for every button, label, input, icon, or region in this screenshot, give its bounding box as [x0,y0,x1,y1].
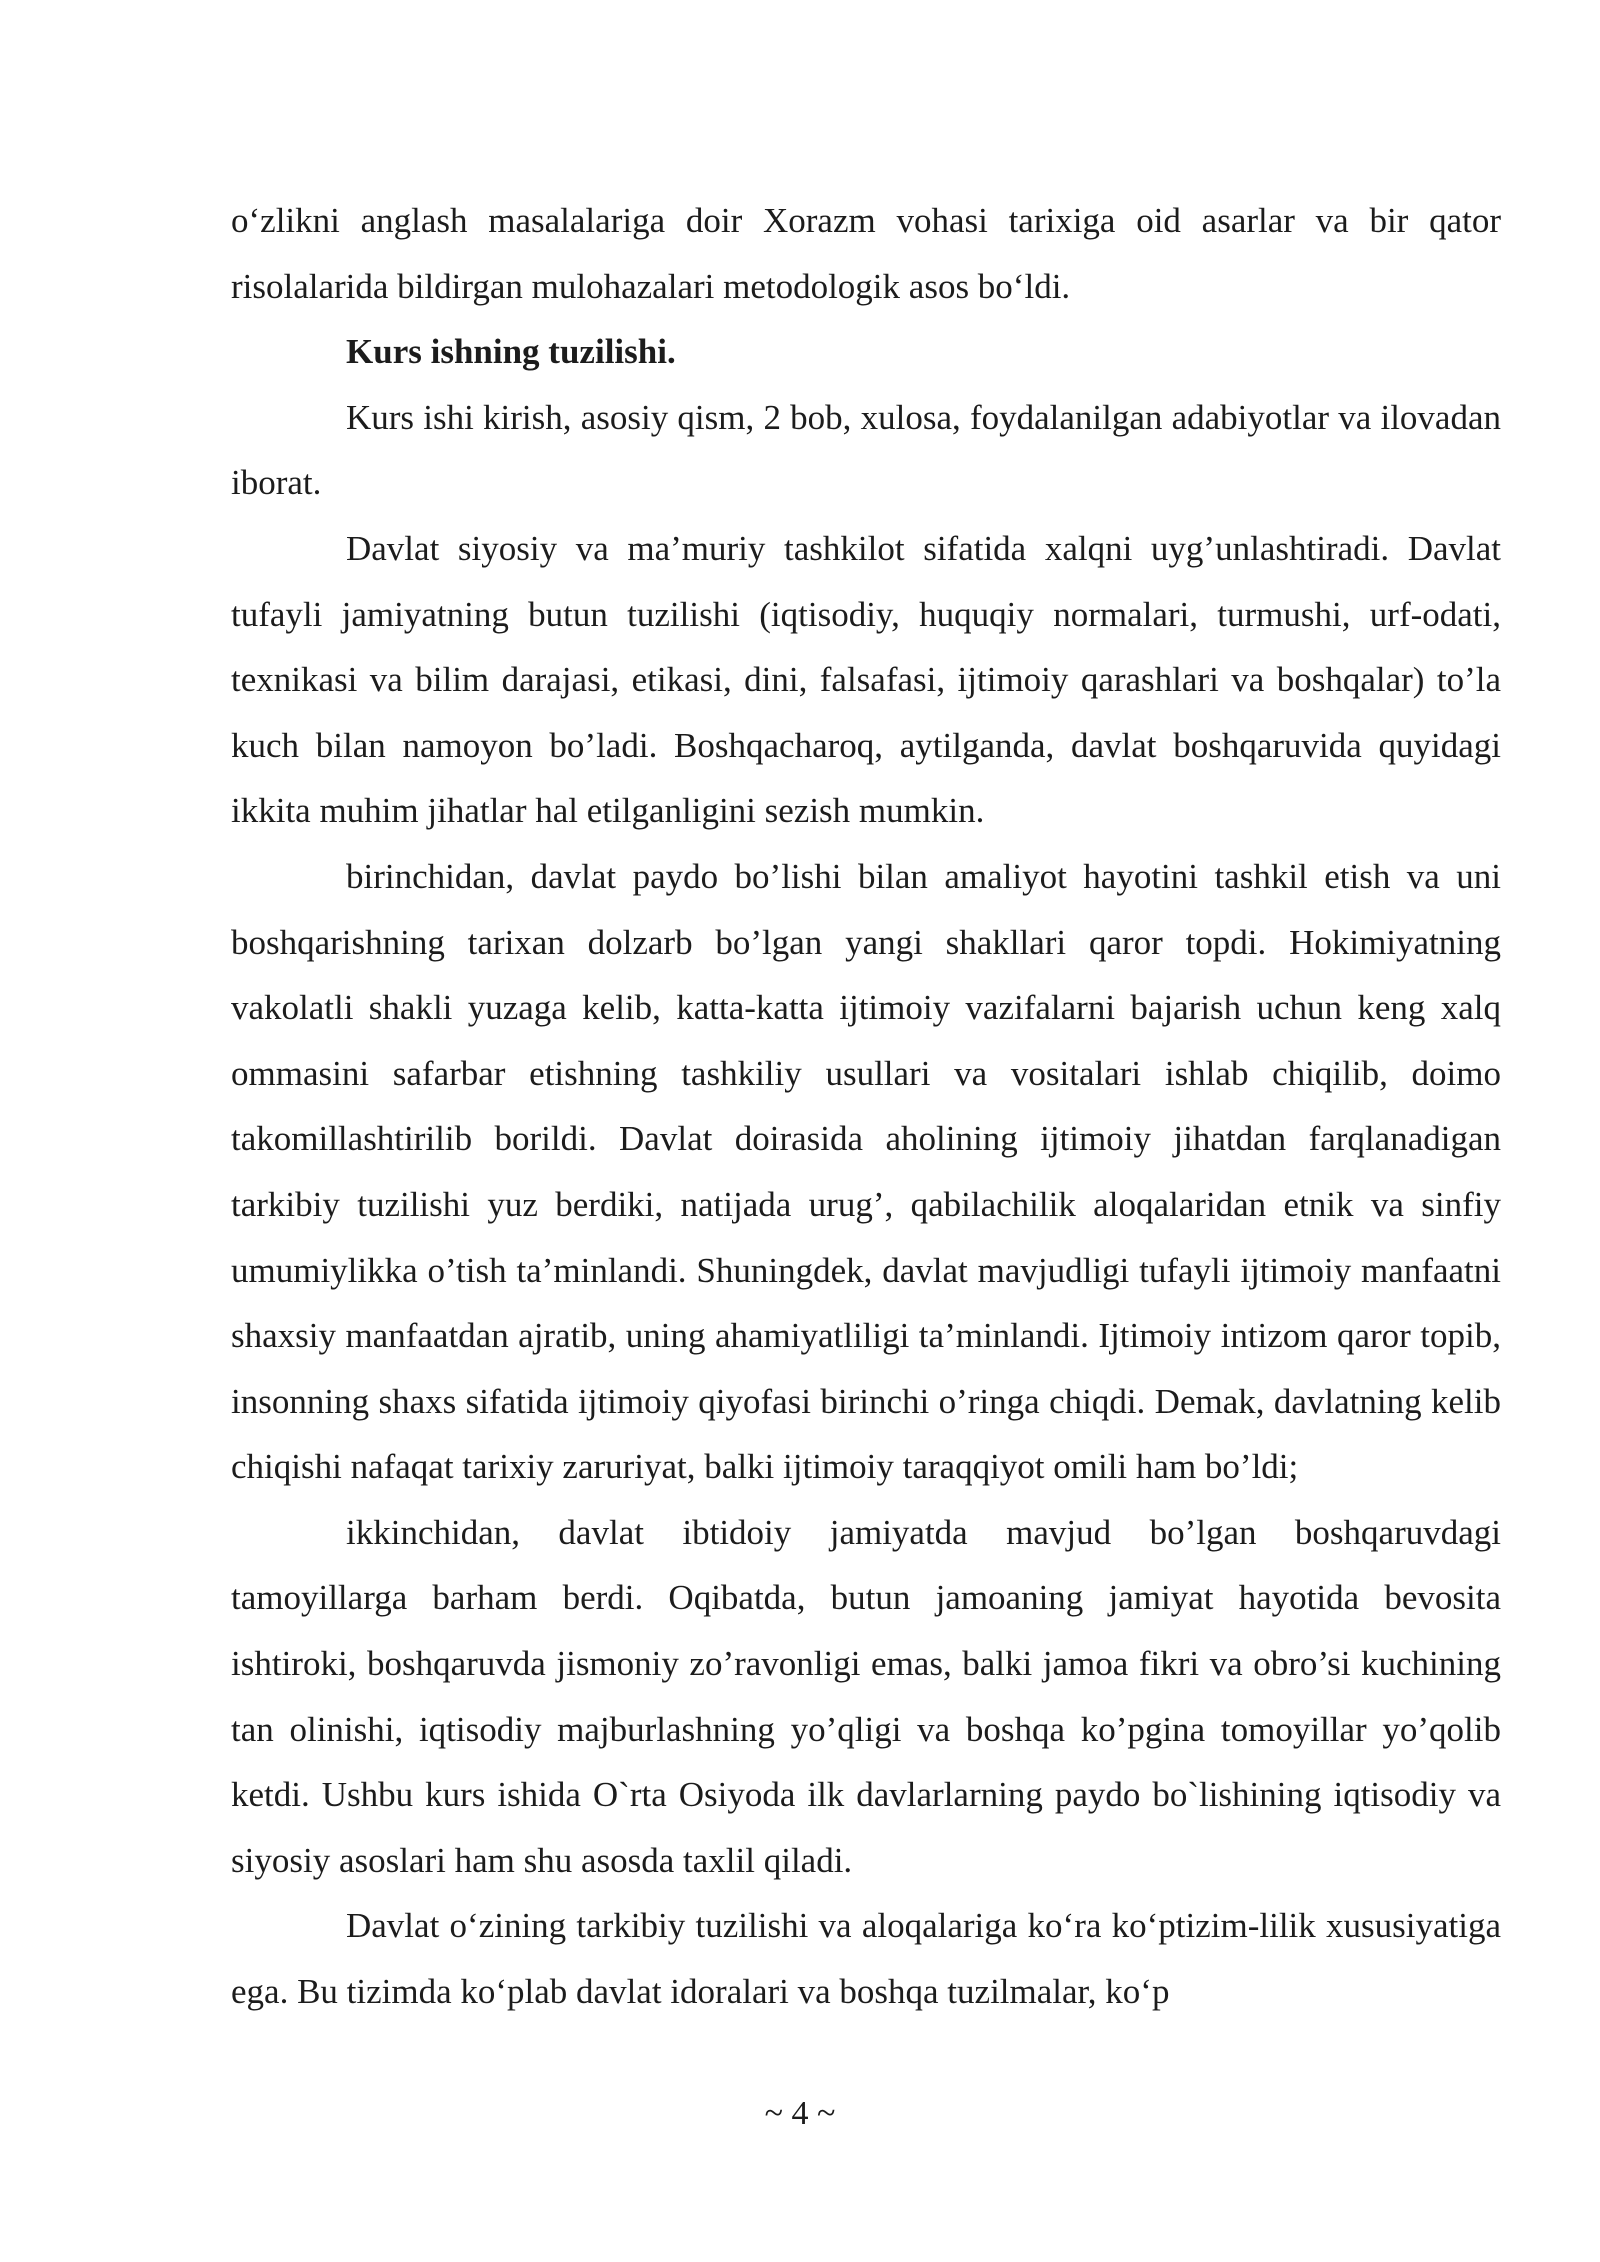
paragraph-second-point: ikkinchidan, davlat ibtidoiy jamiyatda mavjud bo’lgan boshqaruvdagi tamoyillarga barham berdi. Oqibatda, butun jamoaning jamiyat hayotida bevosita ishtiroki, boshqaruvda jismoniy zo’ravonligi emas, balki jamoa fikri va obro’si kuchining tan olinishi, iqtisodiy majburlashning yo’qligi va boshqa ko’pgina tomoyillar yo’qolib ketdi. Ushbu kurs ishida O`rta Osiyoda ilk davlarlarning paydo bo`lishining iqtisodiy va siyosiy asoslari ham shu asosda taxlil qiladi. [231,1512,1501,1880]
paragraph-state-structure: Davlat o‘zining tarkibiy tuzilishi va aloqalariga ko‘ra ko‘ptizim-lilik xususiyatiga ega. Bu tizimda ko‘plab davlat idoralari va boshqa tuzilmalar, ko‘p [231,1906,1501,2012]
section-heading: Kurs ishning tuzilishi. [346,332,676,372]
paragraph-structure: Kurs ishi kirish, asosiy qism, 2 bob, xulosa, foydalanilgan adabiyotlar va ilovadan iborat. [231,397,1501,503]
paragraph-first-point: birinchidan, davlat paydo bo’lishi bilan amaliyot hayotini tashkil etish va uni boshqarishning tarixan dolzarb bo’lgan yangi shakllari qaror topdi. Hokimiyatning vakolatli shakli yuzaga kelib, katta-katta ijtimoiy vazifalarni bajarish uchun keng xalq ommasini safarbar etishning tashkiliy usullari va vositalari ishlab chiqilib, doimo takomillashtirilib borildi. Davlat doirasida aholining ijtimoiy jihatdan farqlanadigan tarkibiy tuzilishi yuz berdiki, natijada urug’, qabilachilik aloqalaridan etnik va sinfiy umumiylikka o’tish ta’minlandi. Shuningdek, davlat mavjudligi tufayli ijtimoiy manfaatni shaxsiy manfaatdan ajratib, uning ahamiyatliligi ta’minlandi. Ijtimoiy intizom qaror topib, insonning shaxs sifatida ijtimoiy qiyofasi birinchi o’ringa chiqdi. Demak, davlatning kelib chiqishi nafaqat tarixiy zaruriyat, balki ijtimoiy taraqqiyot omili ham bo’ldi; [231,856,1501,1487]
page-number: ~ 4 ~ [764,2095,836,2132]
body-text [231,188,1501,2025]
paragraph-state-definition: Davlat siyosiy va ma’muriy tashkilot sifatida xalqni uyg’unlashtiradi. Davlat tufayli jamiyatning butun tuzilishi (iqtisodiy, huquqiy normalari, turmushi, urf-odati, texnikasi va bilim darajasi, etikasi, dini, falsafasi, ijtimoiy qarashlari va boshqalar) to’la kuch bilan namoyon bo’ladi. Boshqacharoq, aytilganda, davlat boshqaruvida quyidagi ikkita muhim jihatlar hal etilganligini sezish mumkin. [231,528,1501,831]
paragraph-continuation: o‘zlikni anglash masalalariga doir Xorazm vohasi tarixiga oid asarlar va bir qator risolalarida bildirgan mulohazalari metodologik asos bo‘ldi. [231,201,1501,306]
